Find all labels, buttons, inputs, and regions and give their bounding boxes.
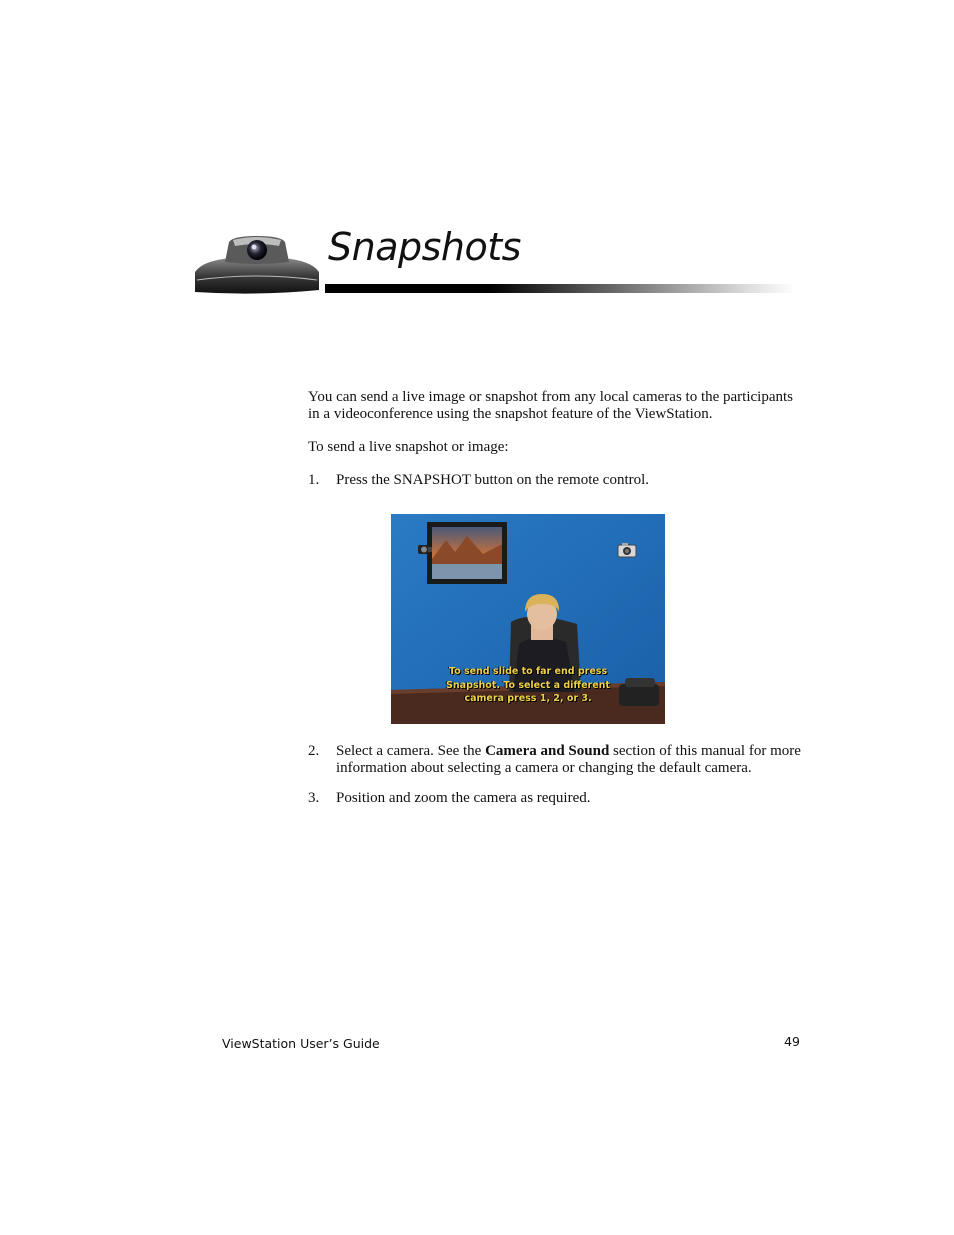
step-number: 3.: [308, 790, 320, 806]
videoconference-camera-icon: [193, 232, 321, 296]
snapshot-instructions-overlay: [391, 665, 665, 706]
step-text: Position and zoom the camera as required.: [336, 790, 591, 806]
camera-icon: [417, 542, 433, 556]
intro-paragraph: You can send a live image or snapshot from any local cameras to the participants in a videoconference using the snapshot feature of the ViewStation.: [308, 389, 794, 422]
step-text-before: Select a camera. See the: [336, 743, 486, 759]
chapter-title: Snapshots: [328, 225, 521, 269]
step-1: [308, 472, 808, 489]
step-number: 1.: [308, 472, 320, 488]
step-3: [308, 790, 808, 807]
title-rule: [325, 284, 795, 293]
step-text-after: section of this manual for more information about selecting a camera or changing the default camera.: [336, 743, 801, 776]
step-text: Press the SNAPSHOT button on the remote control.: [336, 472, 650, 488]
footer-guide-title: ViewStation User’s Guide: [222, 1036, 380, 1051]
overlay-line: To send slide to far end press: [448, 666, 608, 677]
step-text: [336, 743, 808, 777]
page-number: 49: [784, 1034, 800, 1049]
overlay-line: Snapshot. To select a different: [446, 679, 610, 691]
step-2: [308, 743, 808, 777]
step-number: 2.: [308, 743, 320, 759]
lead-in-paragraph: To send a live snapshot or image:: [308, 439, 509, 455]
snapshot-camera-icon: [617, 542, 637, 558]
camera-and-sound-reference: Camera and Sound: [485, 743, 610, 759]
snapshot-screenshot: [391, 514, 665, 724]
overlay-line: camera press 1, 2, or 3.: [464, 693, 592, 704]
